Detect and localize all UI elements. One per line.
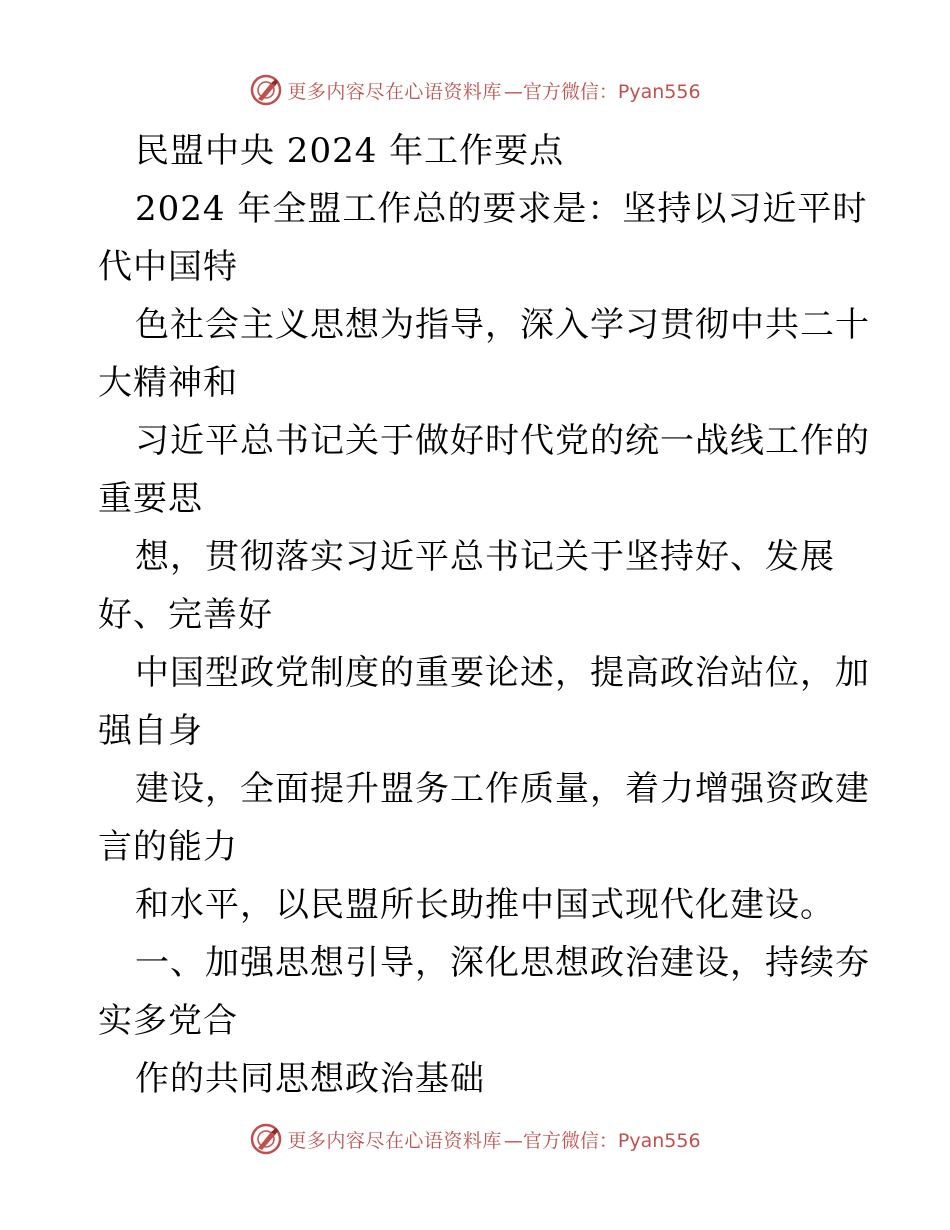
line-text: 色社会主义思想为指导，深入学习贯彻中共二十 <box>135 305 870 345</box>
paragraph-line <box>98 876 858 934</box>
pen-nib-circle-icon <box>249 73 283 107</box>
paragraph-line <box>98 296 870 412</box>
paragraph-line <box>98 180 868 296</box>
header-banner <box>0 70 950 110</box>
paragraph-line <box>98 644 870 760</box>
document-title <box>98 122 858 180</box>
line-text: 一、加强思想引导，深化思想政治建设，持续夯 <box>135 943 870 983</box>
paragraph-line <box>98 528 858 644</box>
line-wrap-text: 强自身 <box>98 711 203 751</box>
document-body <box>98 122 870 1108</box>
paragraph-line <box>98 1050 858 1108</box>
line-text: 作的共同思想政治基础 <box>135 1059 485 1099</box>
line-text: 中国型政党制度的重要论述，提高政治站位，加 <box>135 653 870 693</box>
footer-banner <box>0 1119 950 1159</box>
paragraph-line <box>98 760 870 876</box>
section-heading <box>98 934 870 1050</box>
banner-contact: —官方微信：Pyan556 <box>503 80 701 103</box>
line-text: 习近平总书记关于做好时代党的统一战线工作的 <box>135 421 870 461</box>
title-text: 民盟中央 2024 年工作要点 <box>135 131 565 171</box>
line-text: 和水平，以民盟所长助推中国式现代化建设。 <box>135 885 835 925</box>
line-text: 想，贯彻落实习近平总书记关于坚持好、发展 <box>135 537 835 577</box>
banner-contact: —官方微信：Pyan556 <box>503 1129 701 1152</box>
line-text: 2024 年全盟工作总的要求是：坚持以习近平时 <box>135 189 868 229</box>
line-wrap-text: 代中国特 <box>98 247 238 287</box>
line-wrap-text: 大精神和 <box>98 363 238 403</box>
pen-nib-circle-icon <box>249 1122 283 1156</box>
paragraph-line <box>98 412 870 528</box>
line-wrap-text: 言的能力 <box>98 827 238 867</box>
banner-text: 更多内容尽在心语资料库 <box>287 80 502 103</box>
line-wrap-text: 重要思 <box>98 479 203 519</box>
line-wrap-text: 好、完善好 <box>98 595 273 635</box>
line-text: 建设，全面提升盟务工作质量，着力增强资政建 <box>135 769 870 809</box>
banner-text: 更多内容尽在心语资料库 <box>287 1129 502 1152</box>
line-wrap-text: 实多党合 <box>98 1001 238 1041</box>
